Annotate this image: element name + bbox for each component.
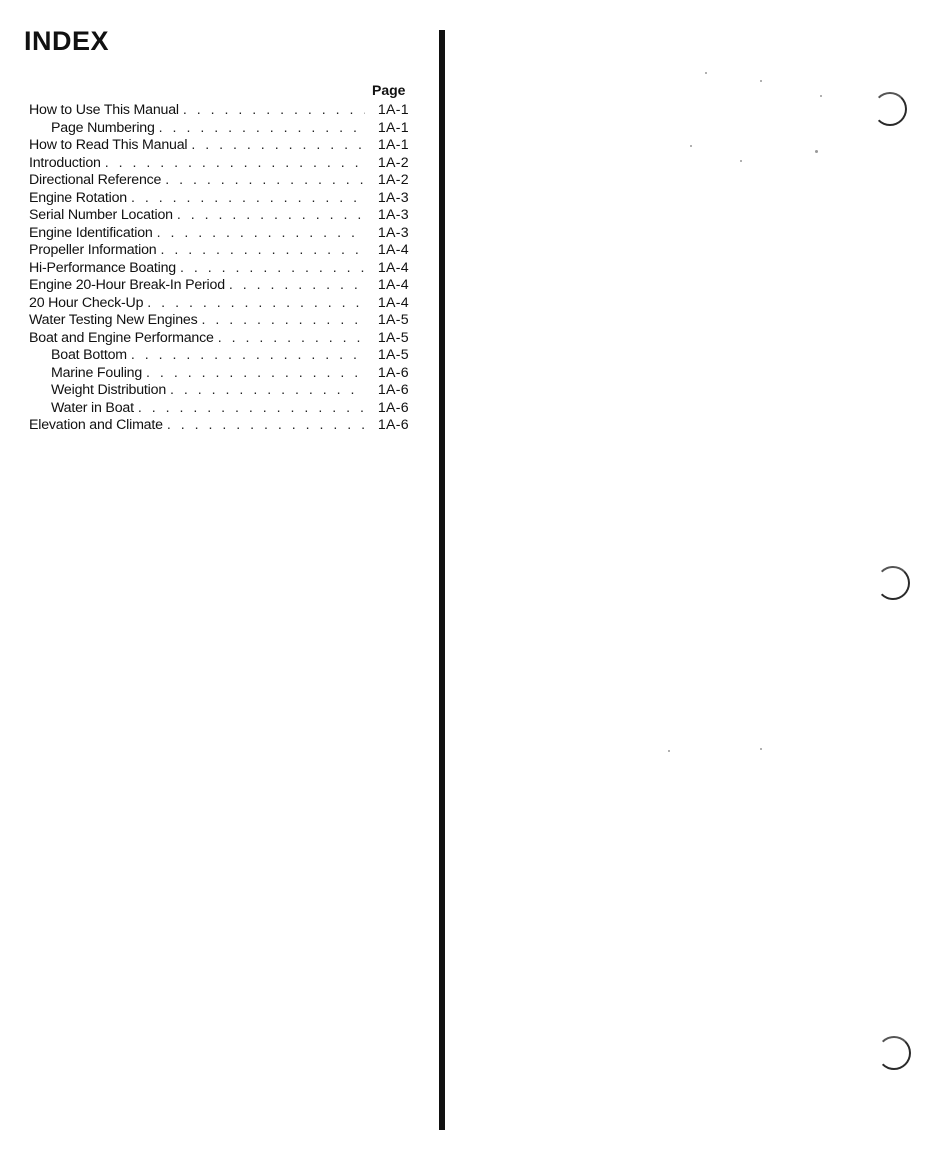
toc-entry-page: 1A-6 bbox=[377, 382, 409, 398]
toc-entry bbox=[29, 295, 409, 313]
toc-entry-label: Boat Bottom bbox=[51, 347, 127, 363]
toc-entry bbox=[29, 190, 409, 208]
toc-leader-dots bbox=[177, 207, 365, 225]
toc-entry-page: 1A-5 bbox=[377, 312, 409, 328]
toc-entry bbox=[29, 137, 409, 155]
toc-entry-label: Water Testing New Engines bbox=[29, 312, 198, 328]
toc-entry bbox=[29, 172, 409, 190]
toc-entry-page: 1A-4 bbox=[377, 294, 409, 311]
toc-entry bbox=[29, 120, 409, 138]
toc-entry-page: 1A-1 bbox=[377, 119, 409, 136]
toc-entry bbox=[29, 382, 409, 400]
table-of-contents bbox=[29, 102, 409, 435]
toc-entry-label: Hi-Performance Boating bbox=[29, 259, 177, 276]
toc-entry-label: Propeller Information bbox=[29, 242, 157, 258]
scan-speck bbox=[668, 750, 670, 752]
toc-leader-dots bbox=[183, 102, 365, 120]
toc-leader-dots bbox=[201, 312, 365, 330]
toc-entry-page: 1A-6 bbox=[377, 399, 409, 416]
scan-speck bbox=[815, 150, 818, 153]
toc-entry-page: 1A-5 bbox=[377, 329, 409, 346]
toc-entry bbox=[29, 312, 409, 330]
toc-entry-page: 1A-4 bbox=[377, 242, 409, 258]
page-title: INDEX bbox=[24, 26, 110, 56]
toc-entry-label: Introduction bbox=[29, 154, 101, 171]
toc-entry-label: Directional Reference bbox=[29, 172, 162, 188]
punch-hole-icon bbox=[873, 92, 907, 126]
toc-leader-dots bbox=[131, 347, 365, 365]
scan-speck bbox=[760, 80, 762, 82]
toc-leader-dots bbox=[191, 137, 365, 155]
toc-entry-label: Boat and Engine Performance bbox=[29, 329, 214, 346]
toc-entry-label: Elevation and Climate bbox=[29, 417, 163, 433]
toc-entry-label: Marine Fouling bbox=[51, 364, 143, 381]
toc-entry bbox=[29, 400, 409, 418]
toc-entry bbox=[29, 330, 409, 348]
toc-entry bbox=[29, 365, 409, 383]
scan-speck bbox=[760, 748, 762, 750]
toc-entry bbox=[29, 347, 409, 365]
toc-leader-dots bbox=[138, 400, 365, 418]
toc-entry-page: 1A-2 bbox=[377, 172, 409, 188]
scan-speck bbox=[705, 72, 707, 74]
toc-entry-label: Engine 20-Hour Break-In Period bbox=[29, 277, 225, 293]
toc-entry bbox=[29, 102, 409, 120]
toc-leader-dots bbox=[161, 242, 366, 260]
toc-leader-dots bbox=[229, 277, 365, 295]
toc-entry-page: 1A-4 bbox=[377, 277, 409, 293]
toc-entry-page: 1A-2 bbox=[377, 154, 409, 171]
toc-entry-label: Engine Identification bbox=[29, 224, 153, 241]
toc-leader-dots bbox=[167, 417, 365, 435]
toc-leader-dots bbox=[146, 365, 365, 383]
toc-entry-label: 20 Hour Check-Up bbox=[29, 294, 144, 311]
scan-speck bbox=[740, 160, 742, 162]
toc-leader-dots bbox=[105, 155, 365, 173]
toc-entry bbox=[29, 225, 409, 243]
toc-entry-page: 1A-5 bbox=[377, 347, 409, 363]
toc-entry-label: Serial Number Location bbox=[29, 207, 173, 223]
vertical-divider-bar bbox=[439, 30, 445, 1130]
toc-entry bbox=[29, 260, 409, 278]
toc-entry-label: How to Use This Manual bbox=[29, 102, 179, 118]
toc-leader-dots bbox=[131, 190, 365, 208]
toc-entry-page: 1A-6 bbox=[377, 417, 409, 433]
toc-entry-page: 1A-3 bbox=[377, 207, 409, 223]
toc-entry-page: 1A-3 bbox=[377, 224, 409, 241]
toc-entry bbox=[29, 277, 409, 295]
toc-entry-label: Engine Rotation bbox=[29, 189, 127, 206]
scan-speck bbox=[690, 145, 692, 147]
toc-leader-dots bbox=[157, 225, 365, 243]
toc-entry-page: 1A-6 bbox=[377, 364, 409, 381]
page-column-header: Page bbox=[372, 82, 406, 98]
toc-entry bbox=[29, 155, 409, 173]
toc-entry bbox=[29, 207, 409, 225]
toc-leader-dots bbox=[170, 382, 365, 400]
toc-entry bbox=[29, 242, 409, 260]
toc-entry-page: 1A-3 bbox=[377, 189, 409, 206]
toc-entry-page: 1A-4 bbox=[377, 259, 409, 276]
toc-leader-dots bbox=[180, 260, 365, 278]
punch-hole-icon bbox=[877, 1036, 911, 1070]
toc-entry-page: 1A-1 bbox=[377, 102, 409, 118]
punch-hole-icon bbox=[876, 566, 910, 600]
toc-entry bbox=[29, 417, 409, 435]
scan-speck bbox=[820, 95, 822, 97]
toc-entry-label: Weight Distribution bbox=[51, 382, 167, 398]
toc-leader-dots bbox=[218, 330, 365, 348]
toc-entry-label: How to Read This Manual bbox=[29, 137, 188, 153]
toc-entry-label: Page Numbering bbox=[51, 119, 155, 136]
toc-leader-dots bbox=[159, 120, 365, 138]
toc-leader-dots bbox=[165, 172, 365, 190]
toc-entry-page: 1A-1 bbox=[377, 137, 409, 153]
toc-entry-label: Water in Boat bbox=[51, 399, 134, 416]
toc-leader-dots bbox=[147, 295, 365, 313]
